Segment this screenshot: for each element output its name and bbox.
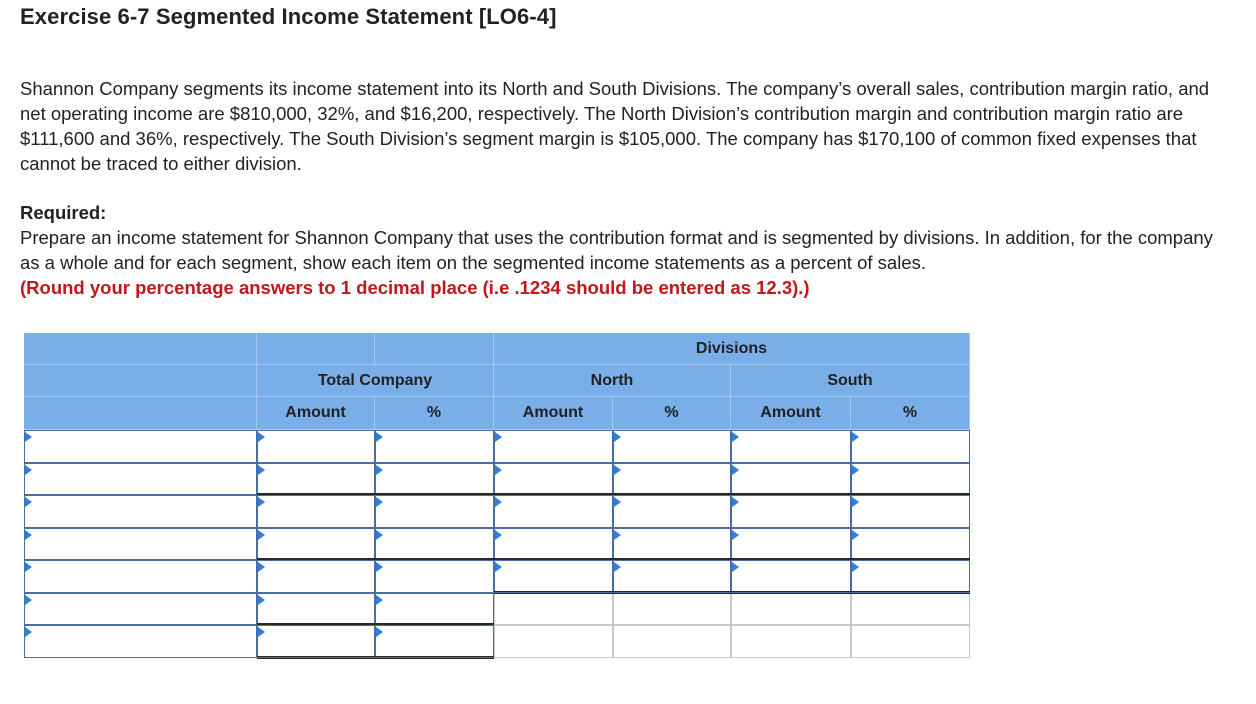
table-cell-south-percent-row-6 [851,593,970,626]
table-cell-label-row-7[interactable] [24,625,257,658]
dropdown-marker-icon [614,465,621,475]
dropdown-marker-icon [495,562,502,572]
table-cell-label-row-1[interactable] [24,430,257,463]
header-north-percent: % [613,397,731,430]
header-north: North [494,365,731,397]
dropdown-marker-icon [376,465,383,475]
header-total-percent: % [375,397,494,430]
dropdown-marker-icon [376,627,383,637]
table-cell-north-amount-row-1[interactable] [494,430,613,463]
table-cell-total-percent-row-5[interactable] [375,560,494,593]
table-cell-total-amount-row-5[interactable] [257,560,375,593]
table-cell-south-amount-row-4[interactable] [731,528,851,561]
page-title: Exercise 6-7 Segmented Income Statement [LO6-4] [20,4,557,29]
table-cell-south-percent-row-5[interactable] [851,560,970,593]
table-cell-label-row-6[interactable] [24,593,257,626]
dropdown-marker-icon [614,530,621,540]
dropdown-marker-icon [25,562,32,572]
header-divisions: Divisions [494,333,970,365]
header-blank-total-amount [257,333,375,365]
dropdown-marker-icon [732,530,739,540]
table-cell-north-percent-row-2[interactable] [613,463,731,496]
table-cell-north-amount-row-3[interactable] [494,495,613,528]
dropdown-marker-icon [376,530,383,540]
dropdown-marker-icon [732,432,739,442]
table-cell-label-row-5[interactable] [24,560,257,593]
table-cell-label-row-3[interactable] [24,495,257,528]
dropdown-marker-icon [732,497,739,507]
table-cell-total-amount-row-2[interactable] [257,463,375,496]
table-cell-north-amount-row-5[interactable] [494,560,613,593]
dropdown-marker-icon [258,595,265,605]
table-cell-total-amount-row-7[interactable] [257,625,375,658]
dropdown-marker-icon [258,432,265,442]
header-blank-total-percent [375,333,494,365]
dropdown-marker-icon [732,465,739,475]
table-cell-south-percent-row-2[interactable] [851,463,970,496]
dropdown-marker-icon [25,497,32,507]
table-cell-south-amount-row-1[interactable] [731,430,851,463]
dropdown-marker-icon [614,562,621,572]
dropdown-marker-icon [258,562,265,572]
table-cell-total-percent-row-4[interactable] [375,528,494,561]
total-rule-line [257,493,970,495]
table-cell-total-amount-row-6[interactable] [257,593,375,626]
header-north-amount: Amount [494,397,613,430]
table-cell-north-percent-row-4[interactable] [613,528,731,561]
table-cell-north-amount-row-2[interactable] [494,463,613,496]
header-blank-label-col-3 [24,397,257,430]
total-rule-line [257,623,494,625]
table-cell-north-percent-row-5[interactable] [613,560,731,593]
table-cell-south-amount-row-2[interactable] [731,463,851,496]
dropdown-marker-icon [25,465,32,475]
dropdown-marker-icon [495,465,502,475]
rounding-note: (Round your percentage answers to 1 decimal place (i.e .1234 should be entered as 12.3).) [20,277,810,298]
table-cell-south-percent-row-4[interactable] [851,528,970,561]
dropdown-marker-icon [376,432,383,442]
header-south-percent: % [851,397,970,430]
dropdown-marker-icon [258,497,265,507]
dropdown-marker-icon [25,432,32,442]
dropdown-marker-icon [258,627,265,637]
table-cell-south-percent-row-7 [851,625,970,658]
table-cell-label-row-2[interactable] [24,463,257,496]
dropdown-marker-icon [852,562,859,572]
dropdown-marker-icon [614,432,621,442]
dropdown-marker-icon [376,562,383,572]
table-cell-total-amount-row-1[interactable] [257,430,375,463]
table-cell-total-amount-row-4[interactable] [257,528,375,561]
table-cell-north-percent-row-1[interactable] [613,430,731,463]
dropdown-marker-icon [25,627,32,637]
dropdown-marker-icon [25,595,32,605]
table-cell-total-percent-row-7[interactable] [375,625,494,658]
required-text: Prepare an income statement for Shannon Company that uses the contribution format and is segmented by divisions. In addition, for the company as a whole and for each segment, show each item on the segmented income statements as a percent of sales. [20,227,1213,273]
dropdown-marker-icon [495,530,502,540]
table-cell-total-amount-row-3[interactable] [257,495,375,528]
table-cell-south-percent-row-1[interactable] [851,430,970,463]
table-cell-north-percent-row-6 [613,593,731,626]
table-cell-south-amount-row-5[interactable] [731,560,851,593]
dropdown-marker-icon [376,497,383,507]
table-cell-total-percent-row-3[interactable] [375,495,494,528]
dropdown-marker-icon [495,432,502,442]
table-cell-north-percent-row-7 [613,625,731,658]
problem-description: Shannon Company segments its income statement into its North and South Divisions. The company’s overall sales, contribution margin ratio, and net operating income are $810,000, 32%, and $16,200, respectively. The North Division’s contribution margin and contribution margin ratio are $111,600 and 36%, respectively. The South Division’s segment margin is $105,000. The company has $170,100 of common fixed expenses that cannot be traced to either division. [20,78,1210,174]
dropdown-marker-icon [614,497,621,507]
table-cell-total-percent-row-6[interactable] [375,593,494,626]
total-rule-line [494,591,970,594]
dropdown-marker-icon [852,465,859,475]
table-cell-total-percent-row-2[interactable] [375,463,494,496]
table-cell-north-amount-row-7 [494,625,613,658]
table-cell-total-percent-row-1[interactable] [375,430,494,463]
header-south: South [731,365,970,397]
dropdown-marker-icon [25,530,32,540]
header-blank-label-col [24,333,257,365]
header-total-company: Total Company [257,365,494,397]
header-south-amount: Amount [731,397,851,430]
total-rule-line [257,656,494,659]
total-rule-line [257,558,970,560]
dropdown-marker-icon [258,530,265,540]
dropdown-marker-icon [258,465,265,475]
table-cell-south-amount-row-3[interactable] [731,495,851,528]
dropdown-marker-icon [852,432,859,442]
table-cell-north-amount-row-6 [494,593,613,626]
required-label: Required: [20,202,107,223]
table-cell-south-amount-row-6 [731,593,851,626]
dropdown-marker-icon [852,530,859,540]
header-total-amount: Amount [257,397,375,430]
dropdown-marker-icon [852,497,859,507]
table-cell-north-amount-row-4[interactable] [494,528,613,561]
segmented-income-statement-table [24,333,970,662]
table-cell-label-row-4[interactable] [24,528,257,561]
dropdown-marker-icon [732,562,739,572]
dropdown-marker-icon [495,497,502,507]
table-cell-south-percent-row-3[interactable] [851,495,970,528]
header-blank-label-col-2 [24,365,257,397]
dropdown-marker-icon [376,595,383,605]
table-cell-south-amount-row-7 [731,625,851,658]
table-cell-north-percent-row-3[interactable] [613,495,731,528]
